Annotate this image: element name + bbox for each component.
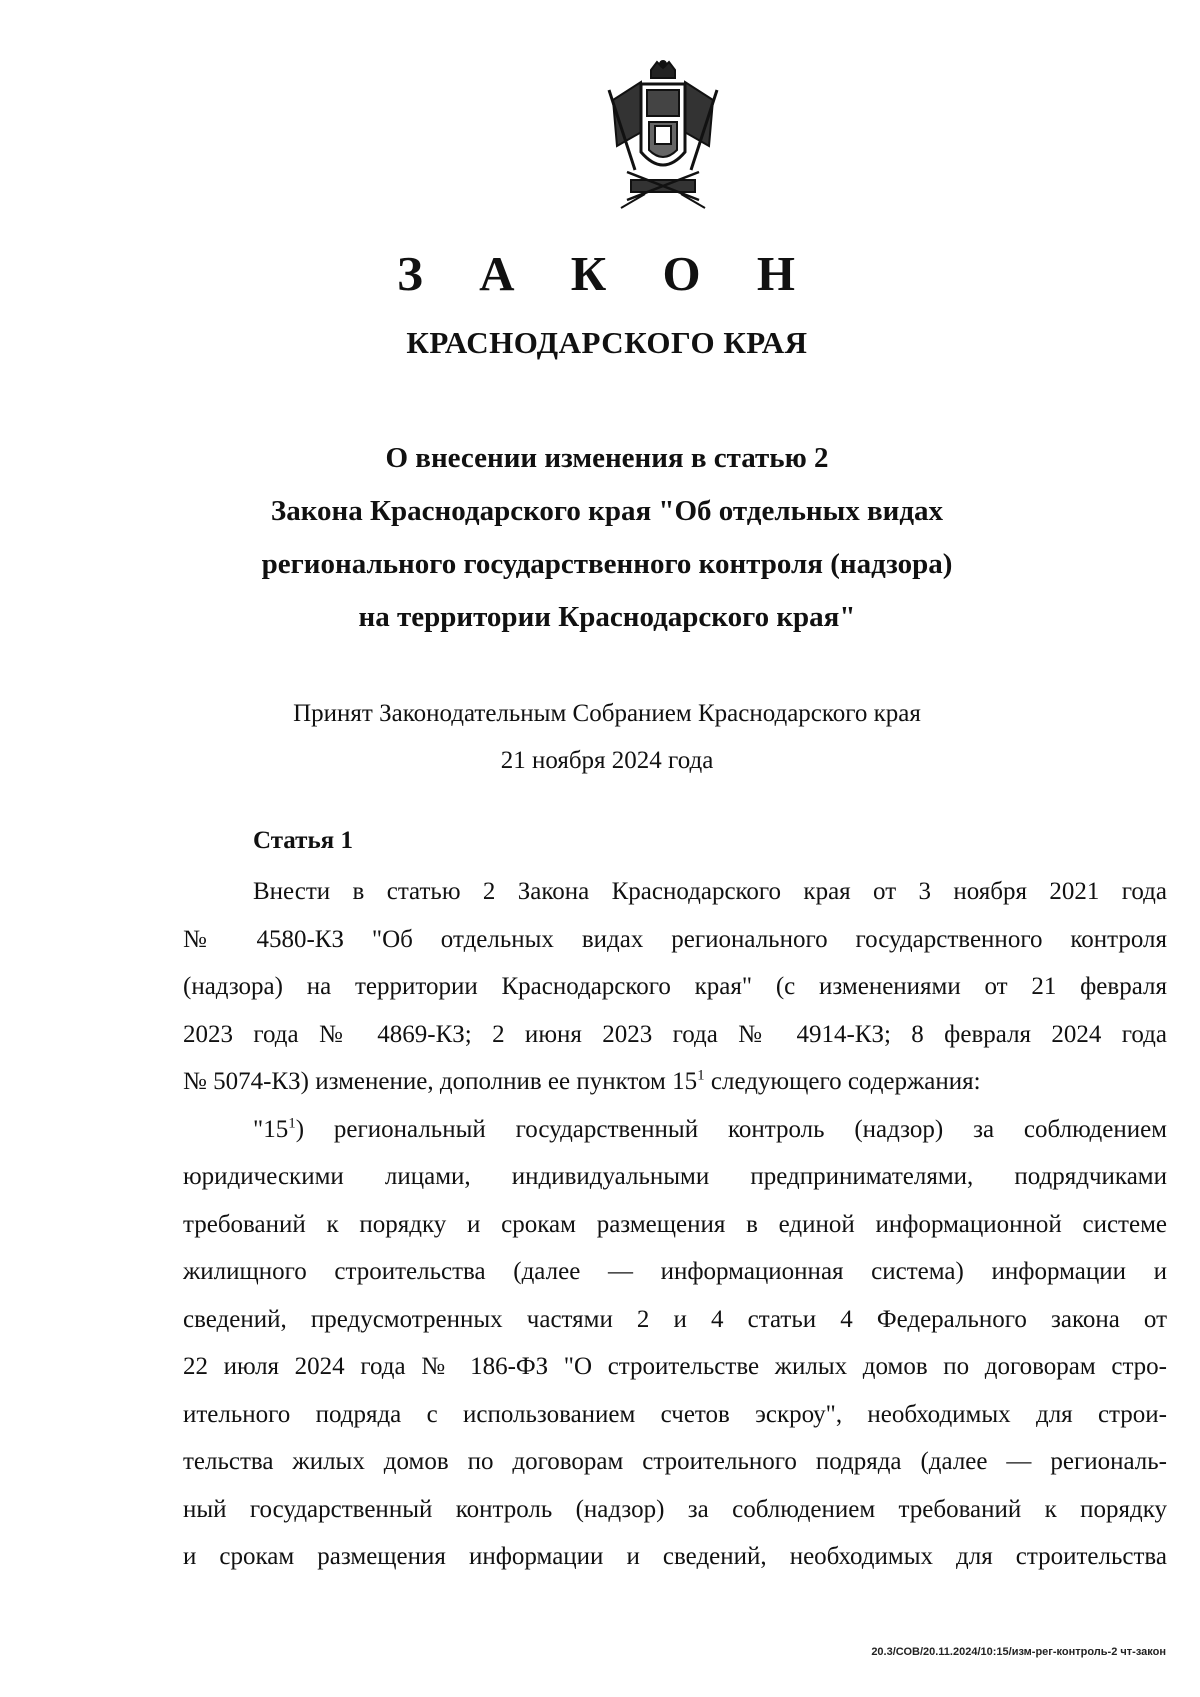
article-title: Статья 1 xyxy=(253,827,353,854)
article-body xyxy=(183,868,1167,1581)
document-title: З А К О Н xyxy=(396,246,817,301)
heading-line: на территории Краснодарского края" xyxy=(358,601,856,633)
heading-line: регионального государственного контроля (надзора) xyxy=(261,548,953,580)
paragraph-line: тельства жилых домов по договорам строительного подряда (далее — региональ- xyxy=(183,1448,1167,1475)
superscript: 1 xyxy=(697,1067,705,1084)
adoption-note xyxy=(0,690,1200,784)
paragraph-line: ительного подряда с использованием счетов эскроу", необходимых для строи- xyxy=(183,1400,1167,1428)
heading-line: Закона Краснодарского края "Об отдельных видах xyxy=(270,495,944,527)
paragraph-line: № 4580-КЗ "Об отдельных видах регионального государственного контроля xyxy=(183,925,1167,953)
text-segment: "15 xyxy=(253,1115,289,1143)
coat-of-arms-icon xyxy=(601,60,725,212)
paragraph-line xyxy=(183,1106,1167,1154)
paragraph-line: юридическими лицами, индивидуальными предпринимателями, подрядчиками xyxy=(183,1163,1167,1190)
superscript: 1 xyxy=(288,1115,296,1132)
paragraph-line: 2023 года № 4869-КЗ; 2 июня 2023 года № 4914-КЗ; 8 февраля 2024 года xyxy=(183,1020,1167,1048)
text-segment: ) региональный государственный контроль (надзор) за соблюдением xyxy=(295,1115,1167,1143)
text-segment: следующего содержания: xyxy=(704,1068,981,1095)
adoption-line: Принят Законодательным Собранием Краснодарского края xyxy=(293,700,921,727)
adoption-date: 21 ноября 2024 года xyxy=(500,747,714,774)
paragraph-line xyxy=(183,1058,1167,1106)
law-heading xyxy=(0,432,1200,644)
heading-line: О внесении изменения в статью 2 xyxy=(385,442,829,474)
document-subtitle: КРАСНОДАРСКОГО КРАЯ xyxy=(406,325,808,360)
paragraph-line: Внести в статью 2 Закона Краснодарского края от 3 ноября 2021 года xyxy=(253,878,1167,905)
paragraph-line: требований к порядку и срокам размещения в единой информационной системе xyxy=(183,1210,1167,1238)
text-segment: № 5074-КЗ) изменение, дополнив ее пунктом 15 xyxy=(183,1068,698,1095)
paragraph-line: и срокам размещения информации и сведений, необходимых для строительства xyxy=(183,1543,1167,1570)
paragraph-line: (надзора) на территории Краснодарского края" (с изменениями от 21 февраля xyxy=(183,973,1167,1000)
paragraph-line: сведений, предусмотренных частями 2 и 4 статьи 4 Федерального закона от xyxy=(183,1305,1167,1333)
document-footer-code: 20.3/СОВ/20.11.2024/10:15/изм-рег-контроль-2 чт-закон xyxy=(871,1646,1166,1658)
paragraph-line: ный государственный контроль (надзор) за соблюдением требований к порядку xyxy=(183,1495,1167,1523)
paragraph-line: 22 июля 2024 года № 186-ФЗ "О строительстве жилых домов по договорам стро- xyxy=(183,1353,1167,1380)
paragraph-line: жилищного строительства (далее — информационная система) информации и xyxy=(183,1258,1167,1285)
